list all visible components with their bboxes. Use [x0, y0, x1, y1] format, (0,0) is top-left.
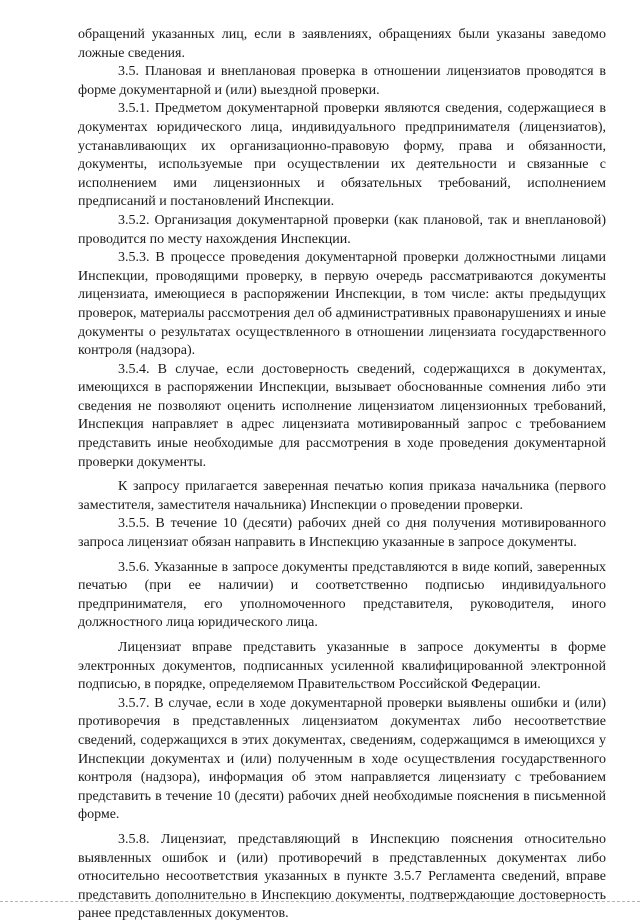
page-bottom-divider [0, 901, 640, 902]
paragraph-3-5-5: 3.5.5. В течение 10 (десяти) рабочих дней со дня получения мотивированного запроса лицензиат обязан направить в Инспекцию указанные в запросе документы. [78, 516, 606, 551]
paragraph-request-attachment: К запросу прилагается заверенная печатью копия приказа начальника (первого заместителя, заместителя начальника) Инспекции о проведении проверки. [78, 479, 606, 513]
paragraph-3-5: 3.5. Плановая и внеплановая проверка в отношении лицензиатов проводятся в форме документарной и (или) выездной проверки. [78, 64, 606, 98]
paragraph-3-5-3: 3.5.3. В процессе проведения документарной проверки должностными лицами Инспекции, проводящими проверку, в первую очередь рассматриваются документы лицензиата, имеющиеся в распоряжении Инспекции, в том числе: акты предыдущих проверок, материалы рассмотрения дел об административных правонарушениях и иные документы о результатах осуществленного в отношении лицензиата государственного контроля (надзора). [78, 250, 606, 359]
paragraph-3-5-1: 3.5.1. Предметом документарной проверки являются сведения, содержащиеся в документах юридического лица, индивидуального предпринимателя (лицензиатов), устанавливающих их организационно-правовую форму, права и обязанности, документы, используемые при осуществлении их деятельности и связанные с исполнением ими лицензионных и обязательных требований, исполнением предписаний и постановлений Инспекции. [78, 101, 606, 210]
paragraph-3-5-4: 3.5.4. В случае, если достоверность сведений, содержащихся в документах, имеющихся в распоряжении Инспекции, вызывает обоснованные сомнения либо эти сведения не позволяют оценить исполнение лицензиатом лицензионных требований, Инспекция направляет в адрес лицензиата мотивированный запрос с требованием представить иные необходимые для рассмотрения в ходе проведения документарной проверки документы. [78, 361, 606, 470]
paragraph-electronic-documents: Лицензиат вправе представить указанные в запросе документы в форме электронных документов, подписанных усиленной квалифицированной электронной подписью, в порядке, определяемом Правительством Российской Федерации. [78, 640, 606, 693]
paragraph-continuation: обращений указанных лиц, если в заявлениях, обращениях были указаны заведомо ложные сведения. [78, 27, 606, 61]
paragraph-3-5-8: 3.5.8. Лицензиат, представляющий в Инспекцию пояснения относительно выявленных ошибок и (или) противоречий в представленных документах либо относительно несоответствия указанных в пункте 3.5.7 Регламента сведений, вправе представить дополнительно в Инспекцию документы, подтверждающие достоверность ранее представленных документов. [78, 831, 606, 922]
paragraph-3-5-2: 3.5.2. Организация документарной проверки (как плановой, так и внеплановой) проводится по месту нахождения Инспекции. [78, 212, 606, 247]
paragraph-3-5-6: 3.5.6. Указанные в запросе документы представляются в виде копий, заверенных печатью (при ее наличии) и соответственно подписью индивидуального предпринимателя, его уполномоченного представителя, руководителя, иного должностного лица юридического лица. [78, 559, 606, 631]
paragraph-3-5-7: 3.5.7. В случае, если в ходе документарной проверки выявлены ошибки и (или) противоречия в представленных лицензиатом документах либо несоответствие сведений, содержащихся в этих документах, сведениям, содержащимся в имеющихся у Инспекции документах и (или) полученным в ходе осуществления государственного контроля (надзора), информация об этом направляется лицензиату с требованием представить в течение 10 (десяти) рабочих дней необходимые пояснения в письменной форме. [78, 695, 606, 823]
